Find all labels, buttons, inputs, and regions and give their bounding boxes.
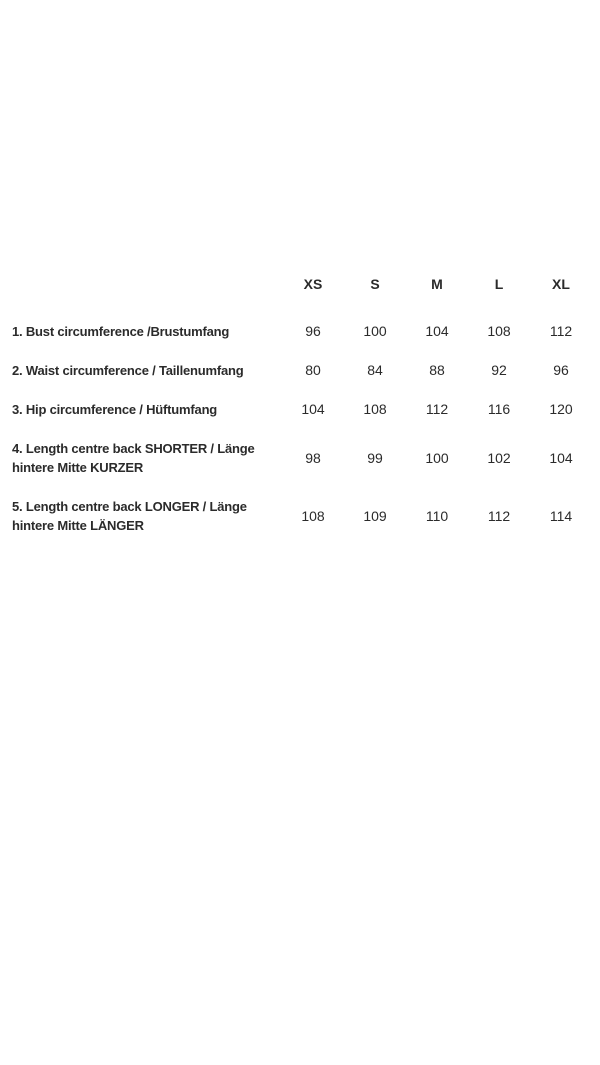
measurement-value: 100 [425,449,449,466]
size-chart-page [0,265,600,545]
measurement-value: 112 [425,401,449,417]
measurement-value: 100 [363,323,387,339]
measurement-label: 1. Bust circumference /Brustumfang [12,324,230,339]
measurement-value: 112 [549,323,573,339]
measurement-value: 96 [305,323,321,339]
measurement-value: 84 [367,362,383,378]
measurement-value: 109 [363,507,387,524]
measurement-value: 88 [429,362,445,378]
measurement-label: 3. Hip circumference / Hüftumfang [12,402,218,417]
measurement-value: 120 [549,401,573,417]
corner-cell [12,265,282,312]
size-header-m: M [431,276,443,292]
measurement-value: 80 [305,362,321,378]
measurement-value: 102 [487,449,511,466]
measurement-value: 98 [305,449,321,466]
measurement-value: 104 [549,449,573,466]
table-row-length-longer [12,487,592,545]
measurement-value: 108 [487,323,511,339]
measurement-label: 2. Waist circumference / Taillenumfang [12,363,244,378]
measurement-value: 110 [425,507,449,524]
table-row-length-shorter [12,429,592,487]
measurement-value: 108 [301,507,325,524]
measurement-value: 112 [487,507,511,524]
measurement-value: 104 [301,401,325,417]
measurement-label: 5. Length centre back LONGER / Länge hintere Mitte LÄNGER [12,499,247,533]
size-header-l: L [494,276,504,292]
size-header-s: S [370,276,380,292]
measurement-value: 114 [549,507,573,524]
table-row-waist [12,351,592,390]
measurement-value: 92 [491,362,507,378]
size-chart-table [12,265,592,545]
measurement-value: 104 [425,323,449,339]
measurement-value: 96 [553,362,569,378]
table-row-hip [12,390,592,429]
measurement-value: 99 [367,449,383,466]
measurement-value: 108 [363,401,387,417]
measurement-value: 116 [487,401,511,417]
size-header-row [12,265,592,312]
table-row-bust [12,312,592,351]
measurement-label: 4. Length centre back SHORTER / Länge hintere Mitte KURZER [12,441,255,475]
size-header-xl: XL [552,276,570,292]
size-header-xs: XS [303,276,323,292]
